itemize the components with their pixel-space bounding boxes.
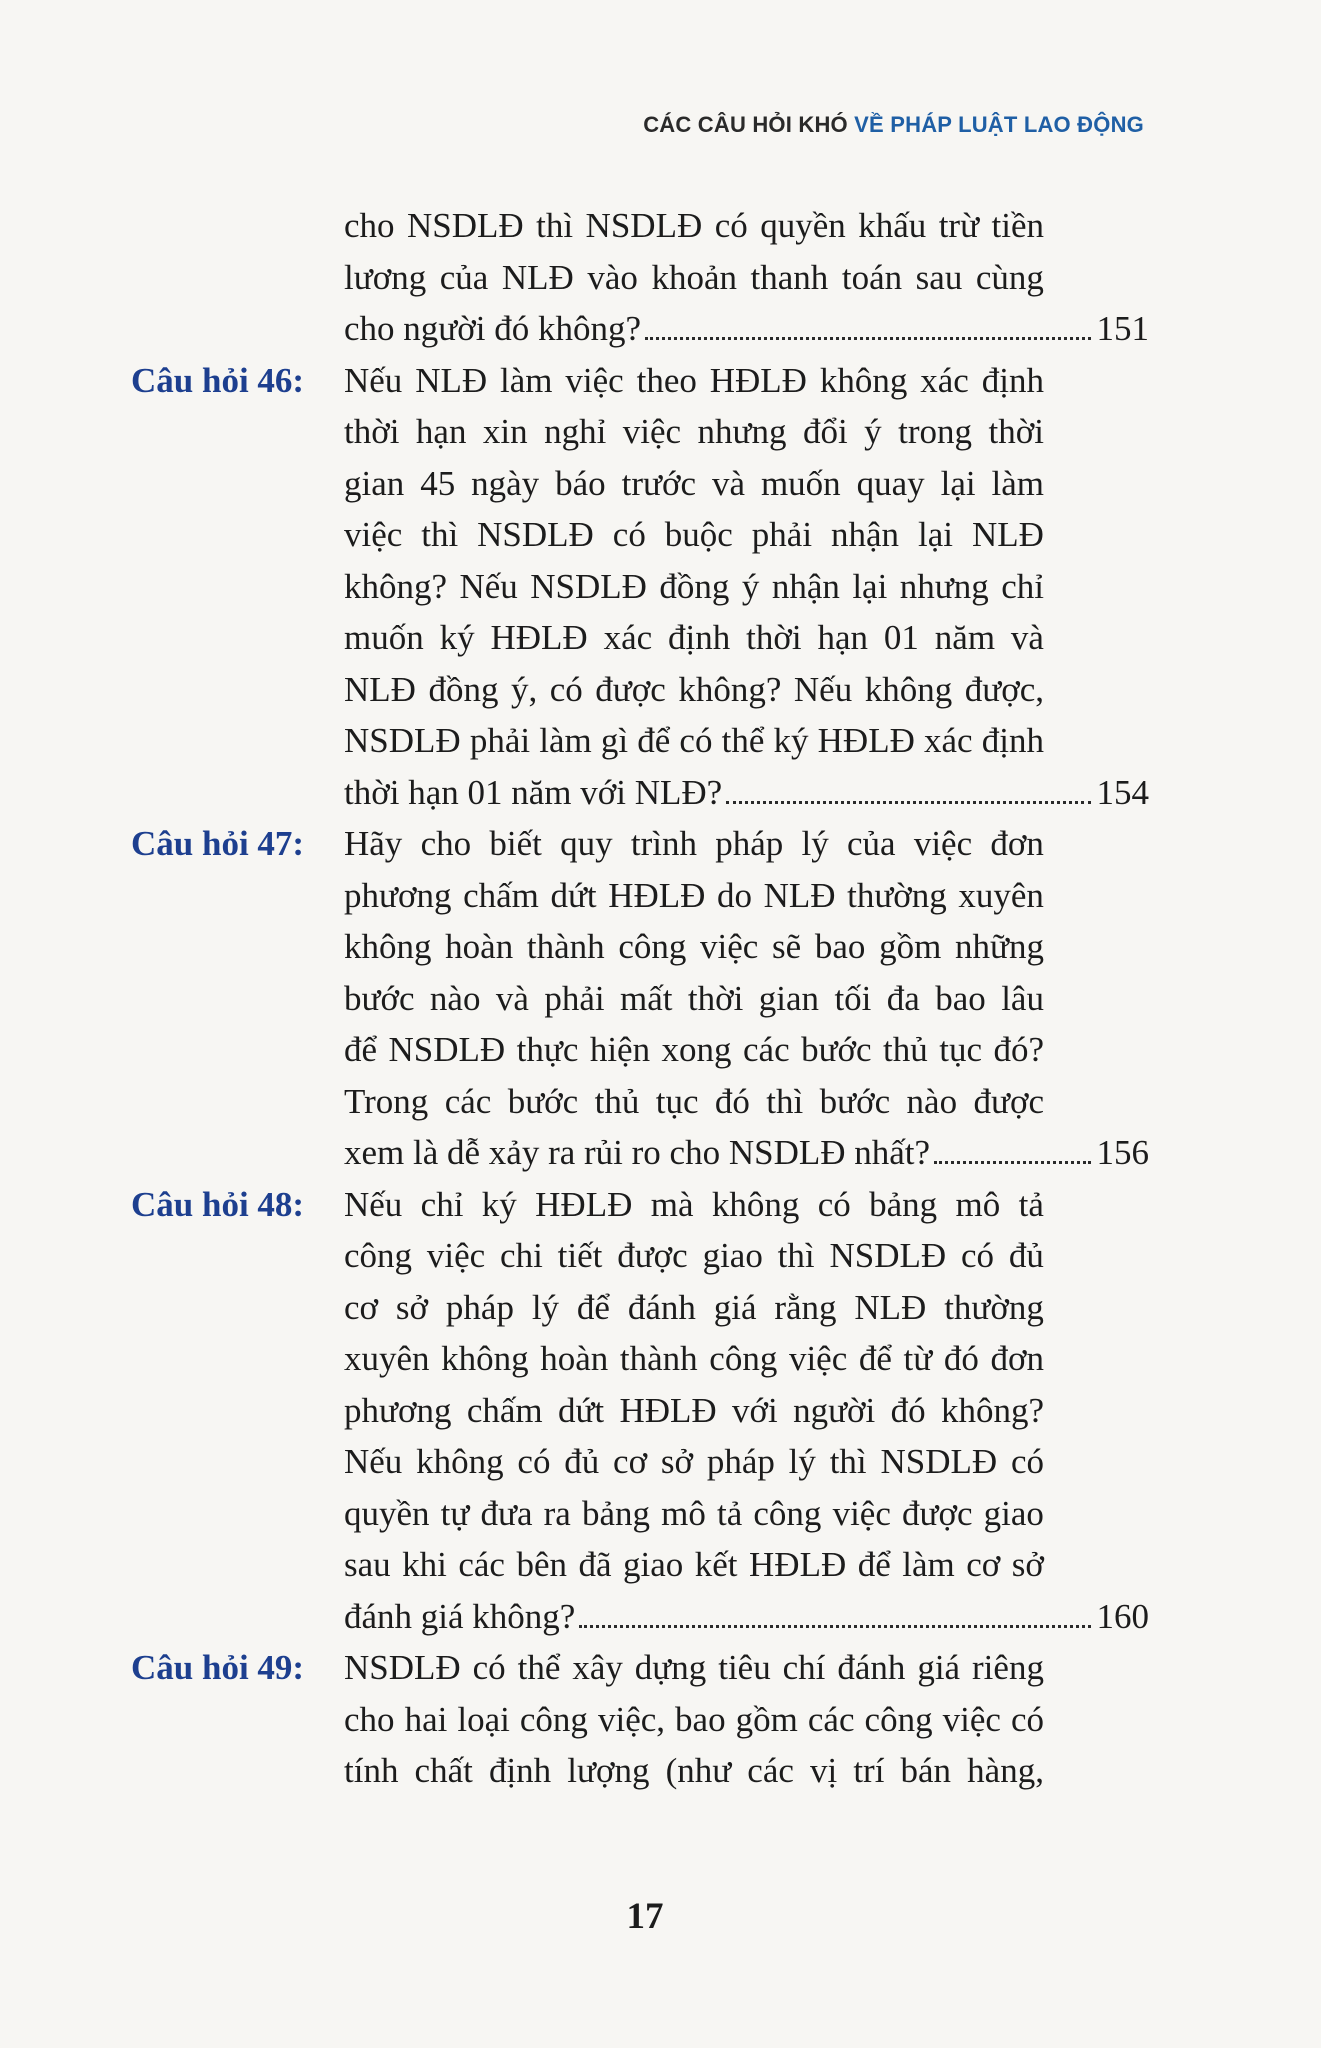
page-ref: 156 <box>1096 1133 1149 1172</box>
toc-entry-49 <box>0 1642 1321 1797</box>
text-line: Nếu chỉ ký HĐLĐ mà không có bảng mô tả <box>344 1184 1044 1224</box>
text-line: Nếu không có đủ cơ sở pháp lý thì NSDLĐ có <box>344 1442 1044 1481</box>
page-ref: 151 <box>1096 309 1149 348</box>
text-line: phương chấm dứt HĐLĐ do NLĐ thường xuyên <box>344 875 1044 915</box>
page-number: 17 <box>626 1896 664 1937</box>
text-line: đánh giá không? <box>344 1596 576 1636</box>
toc-entry-45-continued <box>0 200 1321 355</box>
dot-leader <box>726 801 1090 804</box>
toc-entry-48 <box>0 1179 1321 1643</box>
text-line: NLĐ đồng ý, có được không? Nếu không được, <box>344 669 1044 709</box>
text-line: bước nào và phải mất thời gian tối đa bao lâu <box>344 978 1044 1018</box>
question-label: Câu hỏi 49: <box>131 1648 305 1687</box>
text-line: muốn ký HĐLĐ xác định thời hạn 01 năm và <box>344 618 1044 657</box>
text-line: việc thì NSDLĐ có buộc phải nhận lại NLĐ <box>344 515 1044 554</box>
text-line-with-page <box>344 767 1149 819</box>
text-line: công việc chi tiết được giao thì NSDLĐ có đủ <box>344 1236 1044 1275</box>
page-ref: 160 <box>1096 1596 1149 1636</box>
text-line: Trong các bước thủ tục đó thì bước nào được <box>344 1081 1044 1121</box>
text-line: không hoàn thành công việc sẽ bao gồm những <box>344 927 1044 966</box>
page-ref: 154 <box>1096 772 1149 812</box>
running-header-part-b: VỀ PHÁP LUẬT LAO ĐỘNG <box>854 112 1144 137</box>
dot-leader <box>579 1625 1090 1628</box>
question-label: Câu hỏi 46: <box>131 360 305 400</box>
toc-entries <box>0 200 1321 1797</box>
text-line: cơ sở pháp lý để đánh giá rằng NLĐ thường <box>344 1287 1044 1327</box>
running-header-part-a: CÁC CÂU HỎI KHÓ <box>643 112 848 137</box>
text-line: phương chấm dứt HĐLĐ với người đó không? <box>344 1390 1044 1430</box>
text-line: sau khi các bên đã giao kết HĐLĐ để làm cơ sở <box>344 1545 1044 1584</box>
text-line: thời hạn 01 năm với NLĐ? <box>344 772 723 812</box>
text-line: NSDLĐ có thể xây dựng tiêu chí đánh giá riêng <box>344 1648 1044 1687</box>
text-line-with-page <box>344 1591 1149 1643</box>
entry-text <box>344 818 1149 1179</box>
dot-leader <box>645 337 1090 340</box>
text-line: cho NSDLĐ thì NSDLĐ có quyền khấu trừ tiền <box>344 206 1044 245</box>
text-line: cho người đó không? <box>344 309 642 348</box>
text-line: xem là dễ xảy ra rủi ro cho NSDLĐ nhất? <box>344 1133 931 1172</box>
text-line: thời hạn xin nghỉ việc nhưng đổi ý trong thời <box>344 412 1044 451</box>
question-label: Câu hỏi 48: <box>131 1184 305 1224</box>
running-header <box>643 112 1144 138</box>
text-line: Hãy cho biết quy trình pháp lý của việc đơn <box>344 824 1044 863</box>
question-label: Câu hỏi 47: <box>131 824 305 863</box>
text-line-with-page <box>344 1127 1149 1179</box>
dot-leader <box>934 1161 1090 1164</box>
toc-entry-46 <box>0 355 1321 819</box>
text-line: tính chất định lượng (như các vị trí bán hàng, <box>344 1751 1044 1790</box>
text-line: cho hai loại công việc, bao gồm các công việc có <box>344 1699 1044 1739</box>
text-line: để NSDLĐ thực hiện xong các bước thủ tục đó? <box>344 1030 1044 1069</box>
text-line: lương của NLĐ vào khoản thanh toán sau cùng <box>344 257 1044 297</box>
entry-text <box>344 1179 1149 1643</box>
entry-text <box>344 355 1149 819</box>
toc-entry-47 <box>0 818 1321 1179</box>
text-line: không? Nếu NSDLĐ đồng ý nhận lại nhưng chỉ <box>344 566 1044 606</box>
text-line-with-page <box>344 303 1149 355</box>
text-line: xuyên không hoàn thành công việc để từ đó đơn <box>344 1339 1044 1378</box>
entry-text <box>344 200 1149 355</box>
text-line: Nếu NLĐ làm việc theo HĐLĐ không xác định <box>344 360 1044 400</box>
text-line: NSDLĐ phải làm gì để có thể ký HĐLĐ xác định <box>344 721 1044 760</box>
text-line: quyền tự đưa ra bảng mô tả công việc được giao <box>344 1493 1044 1533</box>
entry-text <box>344 1642 1044 1797</box>
text-line: gian 45 ngày báo trước và muốn quay lại làm <box>344 463 1044 503</box>
